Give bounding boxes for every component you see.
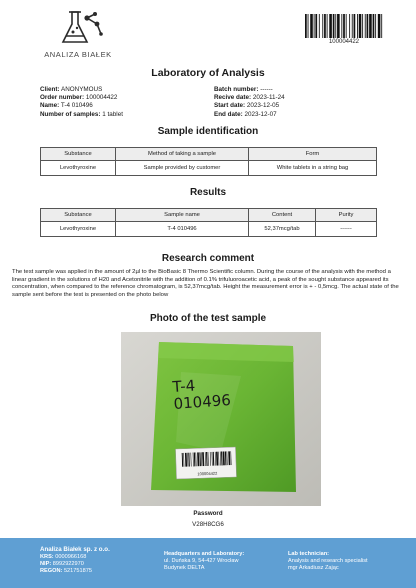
research-comment-heading: Research comment [161,253,255,264]
sample-identification-table [40,147,377,176]
company-name: Analiza Białek sp. z o.o. [40,546,110,553]
meta-batch-number: Batch number: ------ [214,86,273,93]
table-cell: 52,37mcg/tab [249,222,316,237]
meta-end-date: End date: 2023-12-07 [214,110,277,118]
photo-barcode-number: 100004422 [197,470,218,477]
footer-company [40,546,170,575]
barcode-icon [305,14,383,38]
footer-hq [164,551,284,572]
table-header-cell: Substance [41,148,116,161]
order-barcode [305,14,383,45]
table-cell: T-4 010496 [116,222,249,237]
table-header-cell: Content [249,209,316,222]
meta-order-number: Order number: 100004422 [40,94,118,102]
meta-client: Client: ANONYMOUS [40,86,103,93]
table-header-cell: Purity [316,209,377,222]
handwritten-label: T-4 010496 [171,376,232,413]
password-value: V28H8CG6 [192,521,224,528]
results-table [40,208,377,237]
company-logo [38,8,118,60]
table-row [41,222,377,237]
table-cell: Levothyroxine [41,161,116,176]
footer [0,538,416,588]
flask-molecule-logo-icon [51,8,105,48]
table-cell: Sample provided by customer [116,161,249,176]
sample-photo [121,332,321,506]
barcode-icon [182,451,232,467]
meta-right [214,86,384,119]
logo-text: ANALIZA BIAŁEK [44,50,112,59]
hq-building: Budynek DELTA [164,565,205,571]
photo-heading: Photo of the test sample [149,313,267,324]
company-regon: REGON: 521751875 [40,568,92,574]
table-header-cell: Substance [41,209,116,222]
meta-name: Name: T-4 010496 [40,102,93,110]
footer-tech [288,551,408,572]
table-row [41,161,377,176]
research-comment-text: The test sample was applied in the amount of 2µl to the BioBasic 8 Thermo Scientific column. During the course of the analysis with the method a linear gradient in the solutions of H20 and Acetonitrile with the addition of 0.1% trifuluoroacetic acid, a peak of the sought substance appeared its concentration, when compared to the reference chromatogram, is 52,37mcg/tab. Height the measurement error is + - 0,5mcg. The actual state of the sample sent before the test is presented on the photo below [12,269,399,298]
table-cell: ------ [316,222,377,237]
hq-title: Headquarters and Laboratory: [164,551,245,557]
page-title: Laboratory of Analysis [151,67,265,79]
photo-barcode-label [181,451,234,477]
meta-recive-date: Recive date: 2023-11-24 [214,94,285,102]
table-cell: White tablets in a string bag [249,161,377,176]
tech-title: Lab technician: [288,551,330,557]
tech-name: mgr Arkadiusz Zając [288,565,339,571]
table-header-cell: Form [249,148,377,161]
table-header-row [41,148,377,161]
barcode-number: 100004422 [328,39,360,45]
table-header-cell: Method of taking a sample [116,148,249,161]
meta-number-of-samples: Number of samples: 1 tablet [40,110,123,118]
password-label: Password [193,510,223,517]
meta-left [40,86,210,119]
table-cell: Levothyroxine [41,222,116,237]
sample-identification-heading: Sample identification [157,126,259,137]
table-header-row [41,209,377,222]
company-krs: KRS: 0000966168 [40,554,87,560]
meta-start-date: Start date: 2023-12-05 [214,102,280,110]
hq-address: ul. Duńska 9, 54-427 Wrocław [164,558,239,564]
green-bag-image [121,332,321,506]
results-heading: Results [189,187,227,198]
tech-role: Analysis and research specialist [288,558,368,564]
company-nip: NIP: 8992922970 [40,561,84,567]
table-header-cell: Sample name [116,209,249,222]
